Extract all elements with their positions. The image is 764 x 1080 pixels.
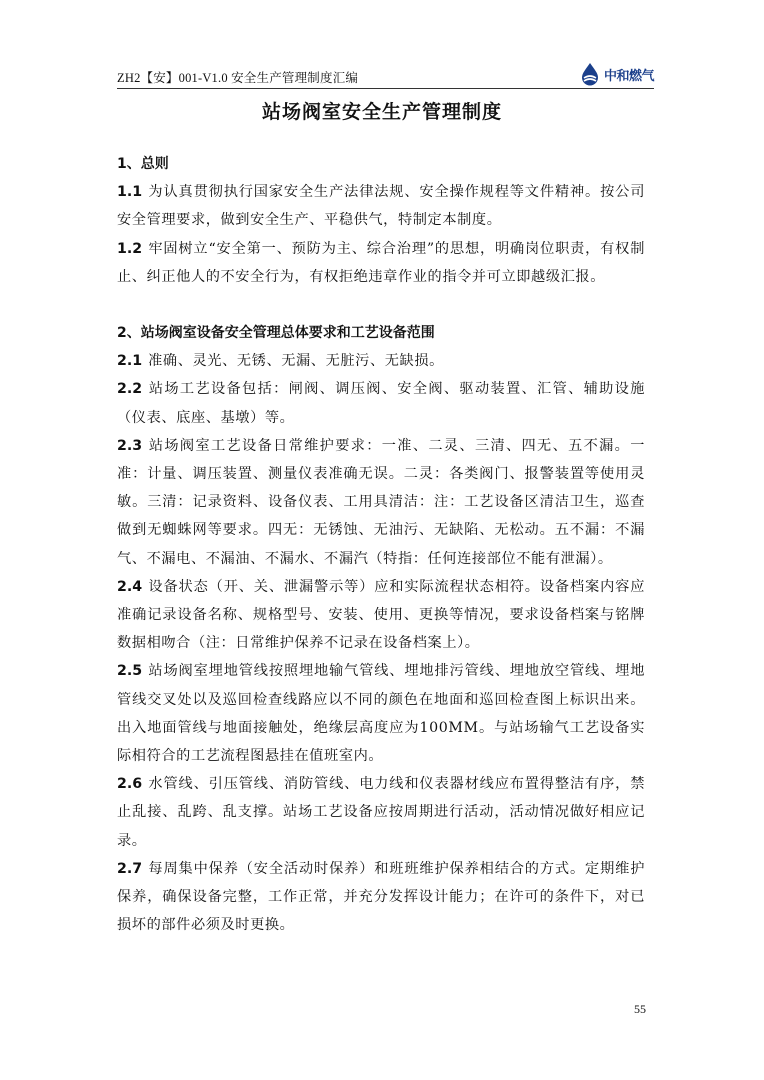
document-code: ZH2【安】001-V1.0 安全生产管理制度汇编 — [117, 71, 359, 85]
paragraph — [117, 178, 645, 234]
clause-number: 2.7 — [117, 860, 143, 877]
flame-drop-icon — [579, 62, 601, 86]
logo-text: 中和燃气 — [603, 68, 654, 84]
paragraph — [117, 770, 645, 855]
section-heading: 2、站场阀室设备安全管理总体要求和工艺设备范围 — [117, 325, 435, 342]
page-header — [117, 58, 654, 90]
document-body — [117, 150, 645, 939]
clause-text: 每周集中保养（安全活动时保养）和班班维护保养相结合的方式。定期维护保养，确保设备完整，工作正常，并充分发挥设计能力；在许可的条件下，对已损坏的部件必须及时更换。 — [117, 860, 645, 934]
clause-number: 1.2 — [117, 240, 143, 257]
clause-number: 2.1 — [117, 353, 143, 370]
clause-number: 2.6 — [117, 776, 143, 793]
paragraph — [117, 657, 645, 770]
company-logo — [579, 60, 654, 88]
clause-text: 站场工艺设备包括：闸阀、调压阀、安全阀、驱动装置、汇管、辅助设施（仪表、底座、基墩）等。 — [117, 381, 645, 426]
clause-number: 2.2 — [117, 381, 143, 398]
paragraph — [117, 855, 645, 940]
clause-text: 准确、灵光、无锈、无漏、无脏污、无缺损。 — [148, 353, 444, 370]
page-title: 站场阀室安全生产管理制度 — [261, 101, 502, 123]
clause-text: 设备状态（开、关、泄漏警示等）应和实际流程状态相符。设备档案内容应准确记录设备名称、规格型号、安装、使用、更换等情况，要求设备档案与铭牌数据相吻合（注：日常维护保养不记录在设备档案上）。 — [117, 578, 645, 652]
paragraph — [117, 235, 645, 291]
clause-text: 为认真贯彻执行国家安全生产法律法规、安全操作规程等文件精神。按公司安全管理要求，做到安全生产、平稳供气，特制定本制度。 — [117, 184, 645, 229]
clause-text: 牢固树立“安全第一、预防为主、综合治理”的思想，明确岗位职责，有权制止、纠正他人的不安全行为，有权拒绝违章作业的指令并可立即越级汇报。 — [117, 240, 645, 285]
paragraph — [117, 347, 645, 375]
page-number: 55 — [634, 1002, 646, 1016]
clause-text: 水管线、引压管线、消防管线、电力线和仪表器材线应布置得整洁有序，禁止乱接、乱跨、乱支撑。站场工艺设备应按周期进行活动，活动情况做好相应记录。 — [117, 776, 645, 849]
clause-number: 2.3 — [117, 437, 143, 454]
clause-text: 站场阀室埋地管线按照埋地输气管线、埋地排污管线、埋地放空管线、埋地管线交叉处以及巡回检查线路应以不同的颜色在地面和巡回检查图上标识出来。出入地面管线与地面接触处，绝缘层高度应为100MM。与站场输气工艺设备实际相符合的工艺流程图悬挂在值班室内。 — [117, 663, 645, 765]
header-divider — [117, 88, 654, 89]
paragraph — [117, 375, 645, 431]
clause-text: 站场阀室工艺设备日常维护要求：一准、二灵、三清、四无、五不漏。一准：计量、调压装置、测量仪表准确无误。二灵：各类阀门、报警装置等使用灵敏。三清：记录资料、设备仪表、工用具清洁：注：工艺设备区清洁卫生，巡查做到无蜘蛛网等要求。四无：无锈蚀、无油污、无缺陷、无松动。五不漏：不漏气、不漏电、不漏油、不漏水、不漏汽（特指：任何连接部位不能有泄漏）。 — [117, 437, 645, 567]
clause-number: 1.1 — [117, 184, 143, 201]
section-spacer — [117, 291, 645, 319]
paragraph — [117, 432, 645, 573]
clause-number: 2.4 — [117, 578, 143, 595]
section-heading: 1、总则 — [117, 156, 169, 172]
paragraph — [117, 573, 645, 658]
clause-number: 2.5 — [117, 663, 143, 680]
